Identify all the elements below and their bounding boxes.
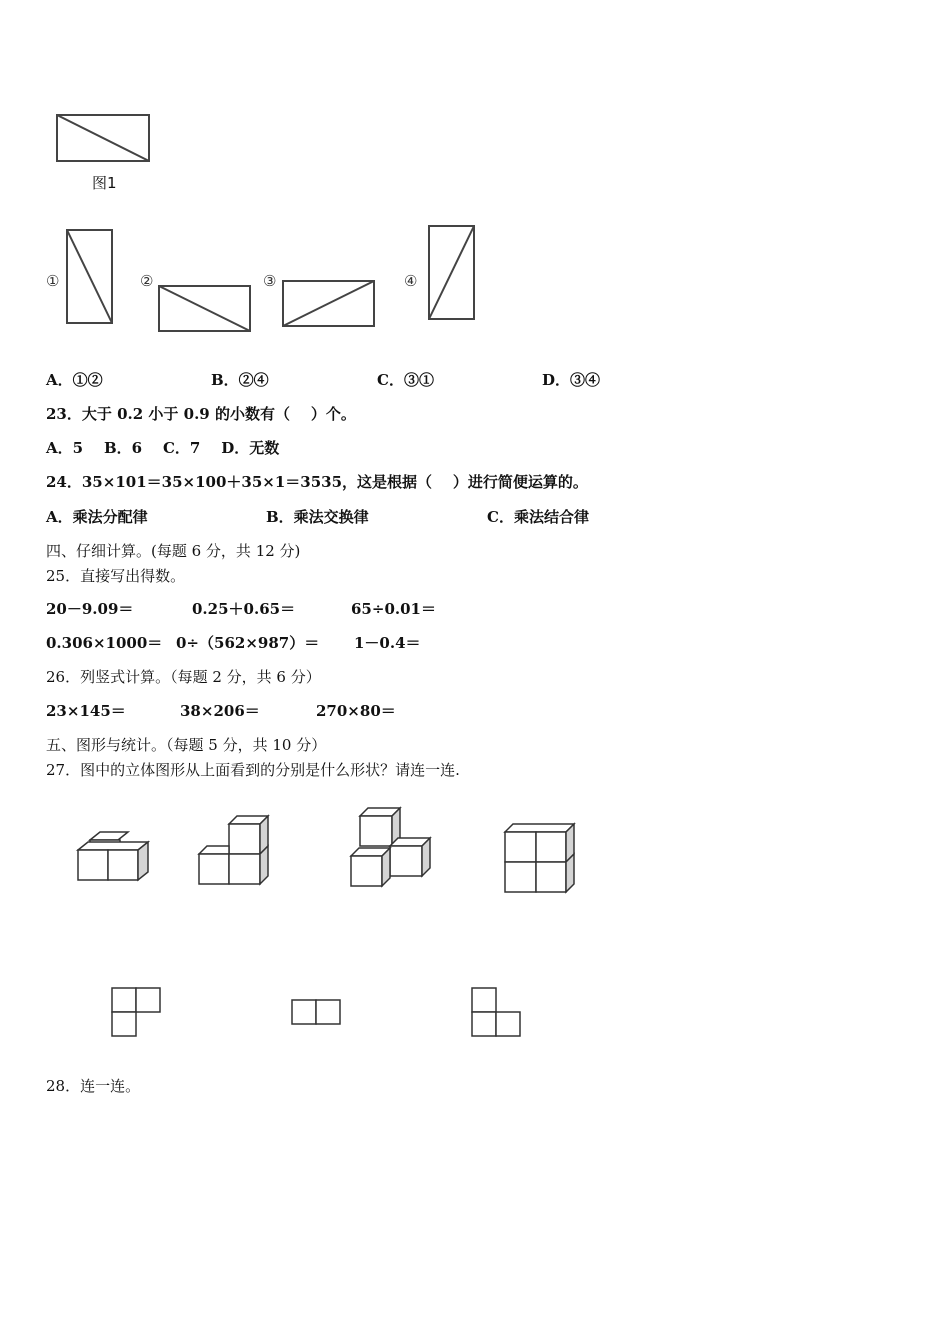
q24-option-c: C．乘法结合律 <box>487 508 589 526</box>
q25-expr-6: 1－0.4＝ <box>354 634 421 652</box>
solid-figure-3 <box>348 804 436 890</box>
top-view-2 <box>290 998 344 1028</box>
q25-title: 25．直接写出得数。 <box>46 567 186 585</box>
shape-2-rectangle <box>156 283 254 335</box>
q26-expr-1: 23×145＝ <box>46 702 126 720</box>
q25-expr-1: 20－9.09＝ <box>46 600 134 618</box>
q26-expr-3: 270×80＝ <box>316 702 396 720</box>
q25-expr-3: 65÷0.01＝ <box>351 600 436 618</box>
shape-marker-3: ③ <box>263 272 277 290</box>
section4-title: 四、仔细计算。(每题 6 分，共 12 分) <box>46 542 301 560</box>
shape-marker-2: ② <box>140 272 154 290</box>
q23-options: A．5 B．6 C．7 D．无数 <box>46 439 280 457</box>
shape-4-rectangle <box>426 223 478 323</box>
q25-expr-2: 0.25＋0.65＝ <box>192 600 296 618</box>
q22-option-d: D．③④ <box>542 371 601 389</box>
q25-expr-4: 0.306×1000＝ <box>46 634 163 652</box>
shape-marker-1: ① <box>46 272 60 290</box>
q28-title: 28．连一连。 <box>46 1077 141 1095</box>
solid-figure-4 <box>502 820 582 896</box>
q24-option-a: A．乘法分配律 <box>46 508 148 526</box>
q24-question: 24．35×101＝35×100＋35×1＝3535，这是根据（ ）进行简便运算的。 <box>46 473 588 491</box>
solid-figure-2 <box>196 812 276 888</box>
figure1-caption: 图1 <box>92 174 117 192</box>
q27-title: 27．图中的立体图形从上面看到的分别是什么形状？请连一连. <box>46 761 460 779</box>
q26-title: 26．列竖式计算。（每题 2 分，共 6 分） <box>46 668 321 686</box>
q22-option-b: B．②④ <box>211 371 269 389</box>
shape-3-rectangle <box>280 278 378 330</box>
q24-option-b: B．乘法交换律 <box>266 508 369 526</box>
solid-figure-1 <box>74 828 154 884</box>
q22-option-a: A．①② <box>46 371 103 389</box>
top-view-1 <box>110 986 164 1040</box>
top-view-3 <box>470 986 524 1040</box>
figure1-rectangle <box>54 112 152 166</box>
q26-expr-2: 38×206＝ <box>180 702 260 720</box>
q23-question: 23．大于 0.2 小于 0.9 的小数有（ ）个。 <box>46 405 356 423</box>
q22-option-c: C．③① <box>377 371 434 389</box>
section5-title: 五、图形与统计。（每题 5 分，共 10 分） <box>46 736 327 754</box>
shape-1-rectangle <box>64 227 116 327</box>
q25-expr-5: 0÷（562×987）＝ <box>176 634 320 652</box>
shape-marker-4: ④ <box>404 272 418 290</box>
